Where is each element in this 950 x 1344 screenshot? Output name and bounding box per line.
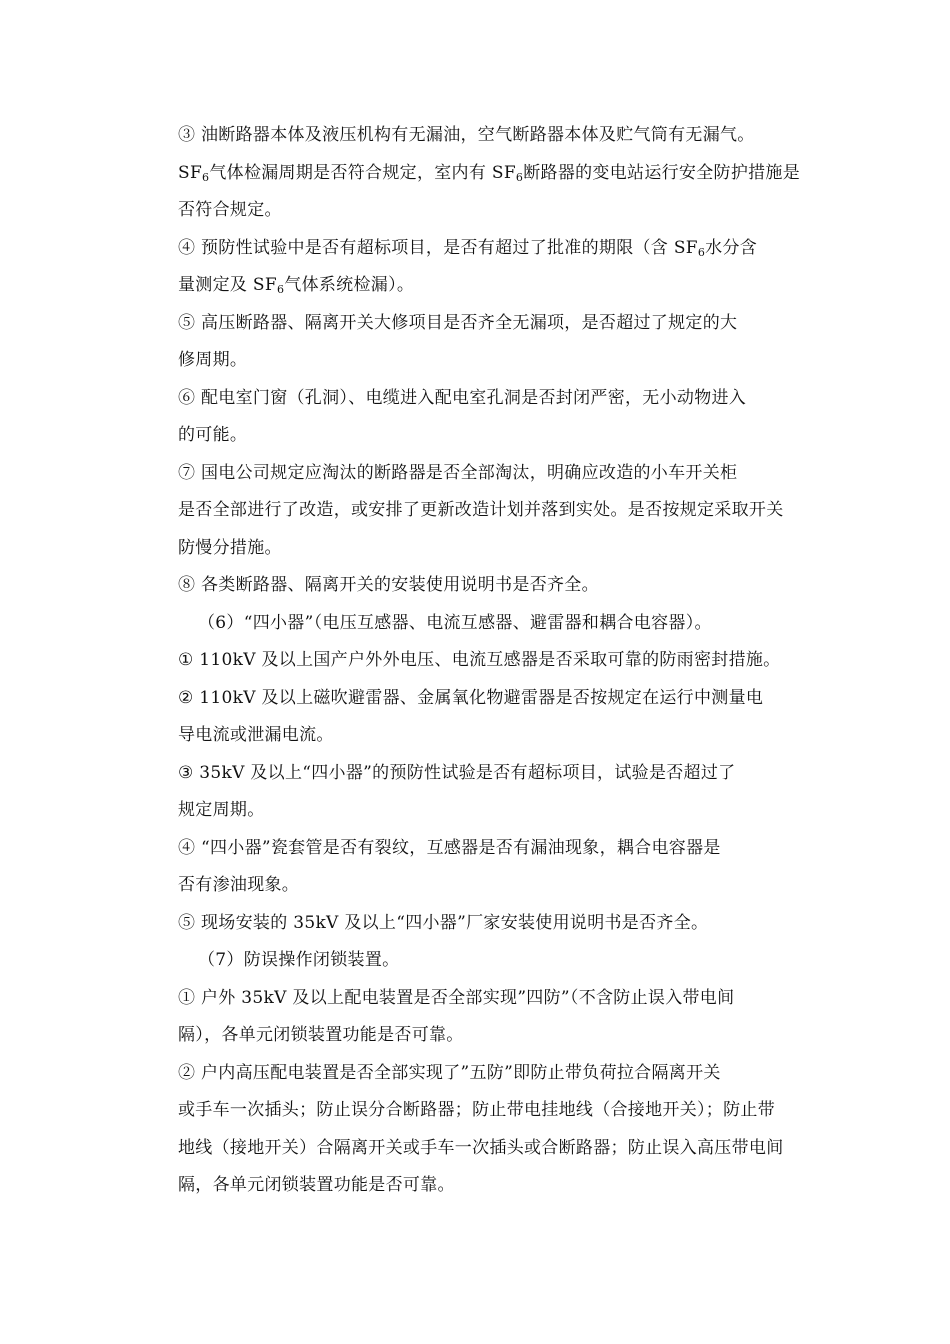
text-line: 修周期。 [178,350,248,370]
text-line: ③ 35kV 及以上“四小器”的预防性试验是否有超标项目，试验是否超过了 [178,762,736,783]
text-line: 的可能。 [178,425,248,445]
paragraph-breaker-replacement [140,455,820,568]
text-line: ⑤ 高压断路器、隔离开关大修项目是否齐全无漏项，是否超过了规定的大 [178,312,738,333]
text-line: ⑤ 现场安装的 35kV 及以上“四小器”厂家安装使用说明书是否齐全。 [178,912,709,933]
text-line: 否有渗油现象。 [178,875,300,895]
section-heading-four-small-devices [140,605,820,643]
text-line: 或手车一次插头；防止误分合断路器；防止带电挂地线（合接地开关）；防止带 [178,1100,775,1120]
paragraph-indoor-five-prevention [140,1055,820,1205]
paragraph-bushing-cracks [140,830,820,905]
text-line: 量测定及 $SF_6$气体系统检漏）。 [178,275,415,296]
text-line: ④ 预防性试验中是否有超标项目，是否有超过了批准的期限（含 $SF_6$水分含 [178,237,758,259]
text-line: ④ “四小器”瓷套管是否有裂纹，互感器是否有漏油现象，耦合电容器是 [178,837,721,858]
text-line: ⑦ 国电公司规定应淘汰的断路器是否全部淘汰，明确应改造的小车开关柜 [178,462,738,483]
text-line: ② 户内高压配电装置是否全部实现了”五防”即防止带负荷拉合隔离开关 [178,1062,721,1083]
paragraph-arrester-current [140,680,820,755]
text-line: $SF_6$气体检漏周期是否符合规定，室内有 $SF_6$断路器的变电站运行安全防护措施是 [178,162,801,184]
text-line: ② 110kV 及以上磁吹避雷器、金属氧化物避雷器是否按规定在运行中测量电 [178,687,764,708]
paragraph-overhaul-items [140,305,820,380]
text-line: 地线（接地开关）合隔离开关或手车一次插头或合断路器；防止误入高压带电间 [178,1137,784,1158]
document-body [140,117,820,1205]
text-line: 是否全部进行了改造，或安排了更新改造计划并落到实处。是否按规定采取开关 [178,500,784,520]
paragraph-site-manuals [140,905,820,943]
text-line: 导电流或泄漏电流。 [178,725,334,745]
paragraph-preventive-test-overdue [140,230,820,305]
paragraph-preventive-test-35kv [140,755,820,830]
text-line: ③ 油断路器本体及液压机构有无漏油，空气断路器本体及贮气筒有无漏气。 [178,125,755,145]
paragraph-outdoor-four-prevention [140,980,820,1055]
text-line: （6）“四小器”（电压互感器、电流互感器、避雷器和耦合电容器）。 [198,612,712,633]
text-line: ① 户外 35kV 及以上配电装置是否全部实现”四防”（不含防止误入带电间 [178,987,735,1008]
text-line: （7）防误操作闭锁装置。 [198,950,400,970]
text-line: 防慢分措施。 [178,537,282,558]
section-heading-interlock [140,942,820,980]
text-line: ⑥ 配电室门窗（孔洞）、电缆进入配电室孔洞是否封闭严密，无小动物进入 [178,387,747,408]
text-line: 规定周期。 [178,800,265,820]
paragraph-manuals [140,567,820,605]
text-line: 隔，各单元闭锁装置功能是否可靠。 [178,1175,455,1195]
text-line: ⑧ 各类断路器、隔离开关的安装使用说明书是否齐全。 [178,575,599,595]
text-line: ① 110kV 及以上国产户外外电压、电流互感器是否采取可靠的防雨密封措施。 [178,650,781,670]
paragraph-transformer-rainproof [140,642,820,680]
text-line: 否符合规定。 [178,200,282,220]
paragraph-oil-breaker-leak-check [140,117,820,230]
text-line: 隔），各单元闭锁装置功能是否可靠。 [178,1025,464,1045]
paragraph-room-sealing [140,380,820,455]
